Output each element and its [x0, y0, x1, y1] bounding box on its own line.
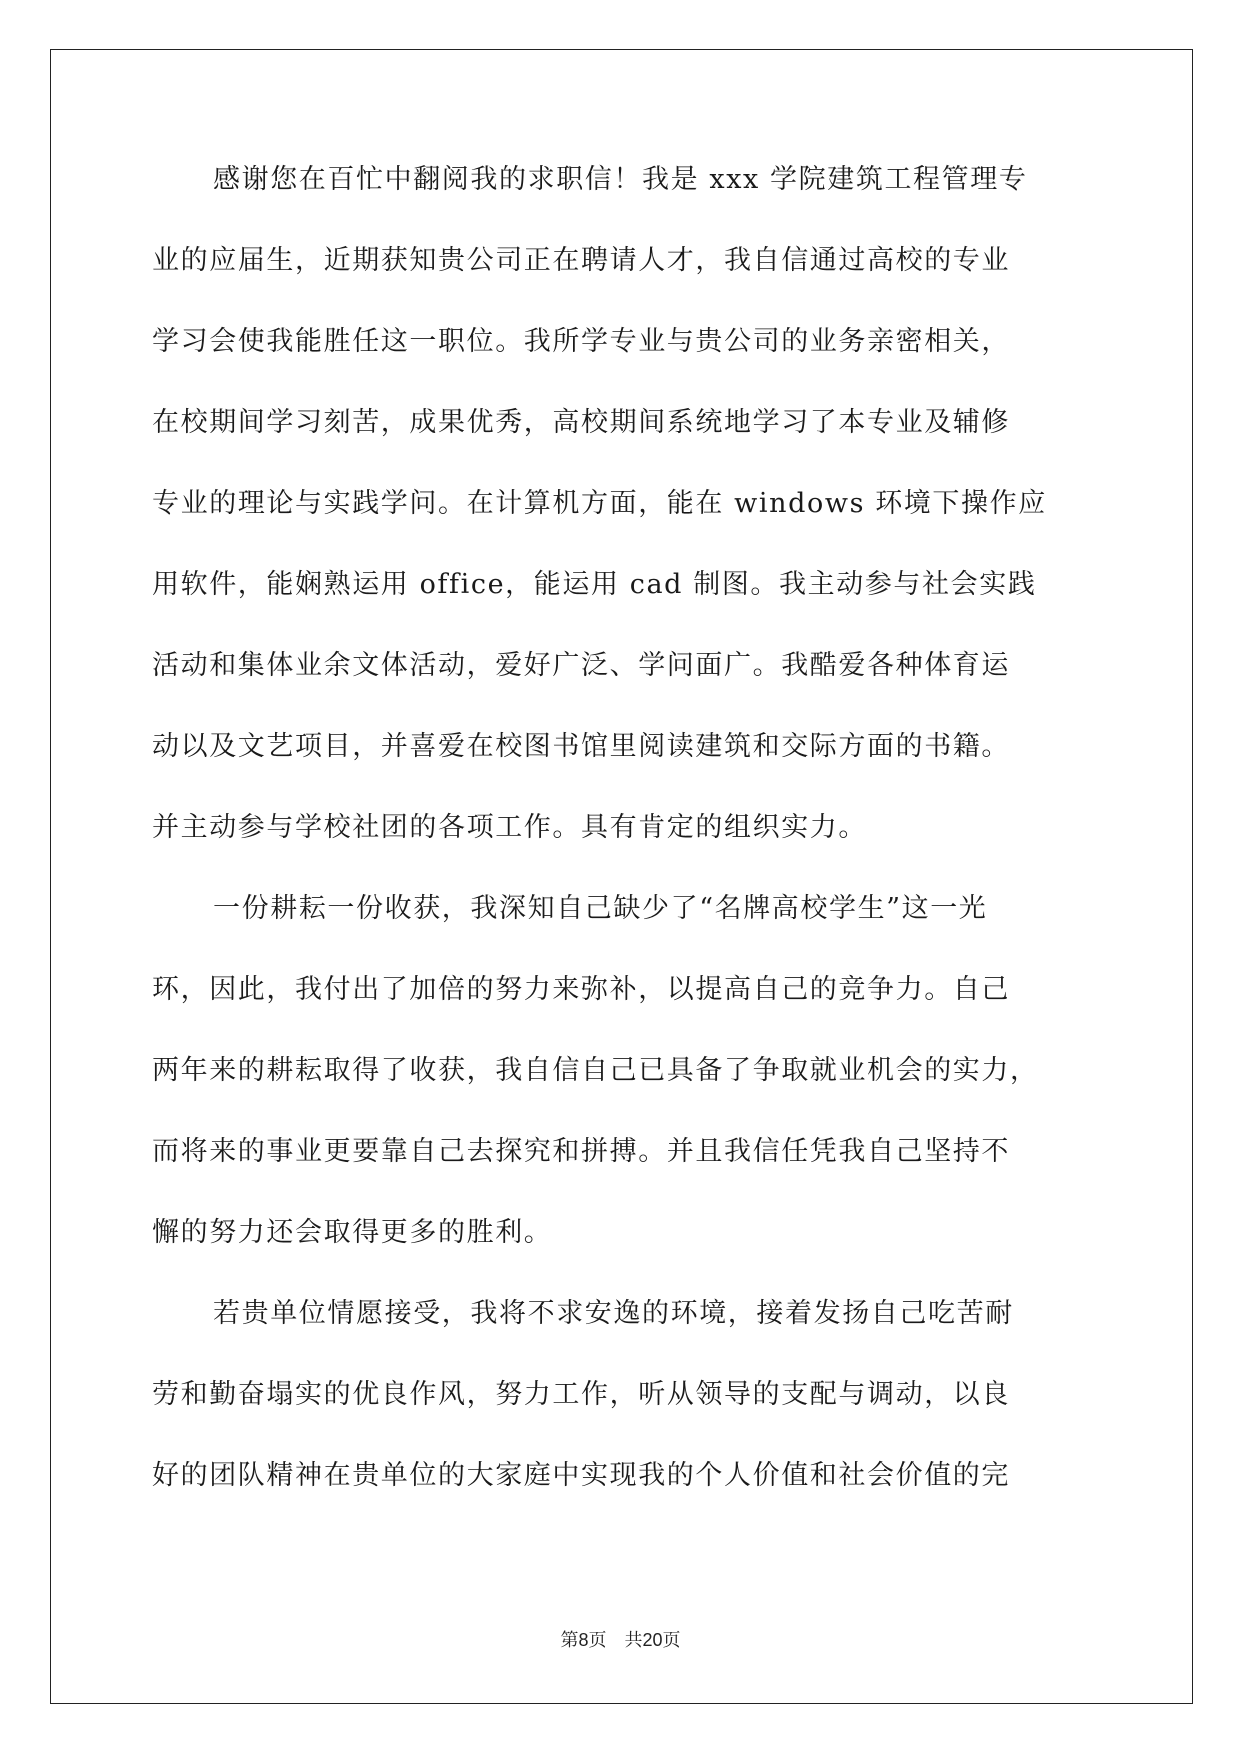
paragraph-1-line-7: 活动和集体业余文体活动，爱好广泛、学问面广。我酷爱各种体育运: [152, 650, 1010, 681]
letter-body: [152, 160, 1094, 1537]
page-number-footer: [0, 1626, 1241, 1652]
paragraph-2-line-5: 懈的努力还会取得更多的胜利。: [152, 1217, 553, 1248]
paragraph-1-line-9: 并主动参与学校社团的各项工作。具有肯定的组织实力。: [152, 812, 867, 843]
footer-total-pages: 20: [642, 1630, 663, 1650]
paragraph-1-line-6: 用软件，能娴熟运用 office，能运用 cad 制图。我主动参与社会实践: [152, 569, 1037, 600]
footer-page-mid: 页 共: [588, 1630, 643, 1651]
paragraph-1-line-8: 动以及文艺项目，并喜爱在校图书馆里阅读建筑和交际方面的书籍。: [152, 731, 1010, 762]
paragraph-3-line-2: 劳和勤奋塌实的优良作风，努力工作，听从领导的支配与调动，以良: [152, 1379, 1010, 1410]
footer-current-page: 8: [578, 1630, 589, 1650]
paragraph-1-line-2: 业的应届生，近期获知贵公司正在聘请人才，我自信通过高校的专业: [152, 245, 1010, 276]
paragraph-2-line-3: 两年来的耕耘取得了收获，我自信自己已具备了争取就业机会的实力，: [152, 1055, 1039, 1086]
paragraph-1-line-3: 学习会使我能胜任这一职位。我所学专业与贵公司的业务亲密相关，: [152, 326, 1010, 357]
paragraph-3-line-3: 好的团队精神在贵单位的大家庭中实现我的个人价值和社会价值的完: [152, 1460, 1010, 1491]
footer-page-suffix: 页: [662, 1630, 681, 1651]
footer-page-prefix: 第: [560, 1630, 579, 1651]
paragraph-2-line-2: 环，因此，我付出了加倍的努力来弥补，以提高自己的竞争力。自己: [152, 974, 1010, 1005]
paragraph-1-line-5: 专业的理论与实践学问。在计算机方面，能在 windows 环境下操作应: [152, 488, 1047, 519]
paragraph-2-line-4: 而将来的事业更要靠自己去探究和拼搏。并且我信任凭我自己坚持不: [152, 1136, 1010, 1167]
paragraph-1-line-1: 感谢您在百忙中翻阅我的求职信！我是 xxx 学院建筑工程管理专: [213, 164, 1028, 195]
paragraph-2-line-1: 一份耕耘一份收获，我深知自己缺少了“名牌高校学生”这一光: [213, 893, 988, 924]
paragraph-3-line-1: 若贵单位情愿接受，我将不求安逸的环境，接着发扬自己吃苦耐: [213, 1298, 1014, 1329]
paragraph-1-line-4: 在校期间学习刻苦，成果优秀，高校期间系统地学习了本专业及辅修: [152, 407, 1010, 438]
